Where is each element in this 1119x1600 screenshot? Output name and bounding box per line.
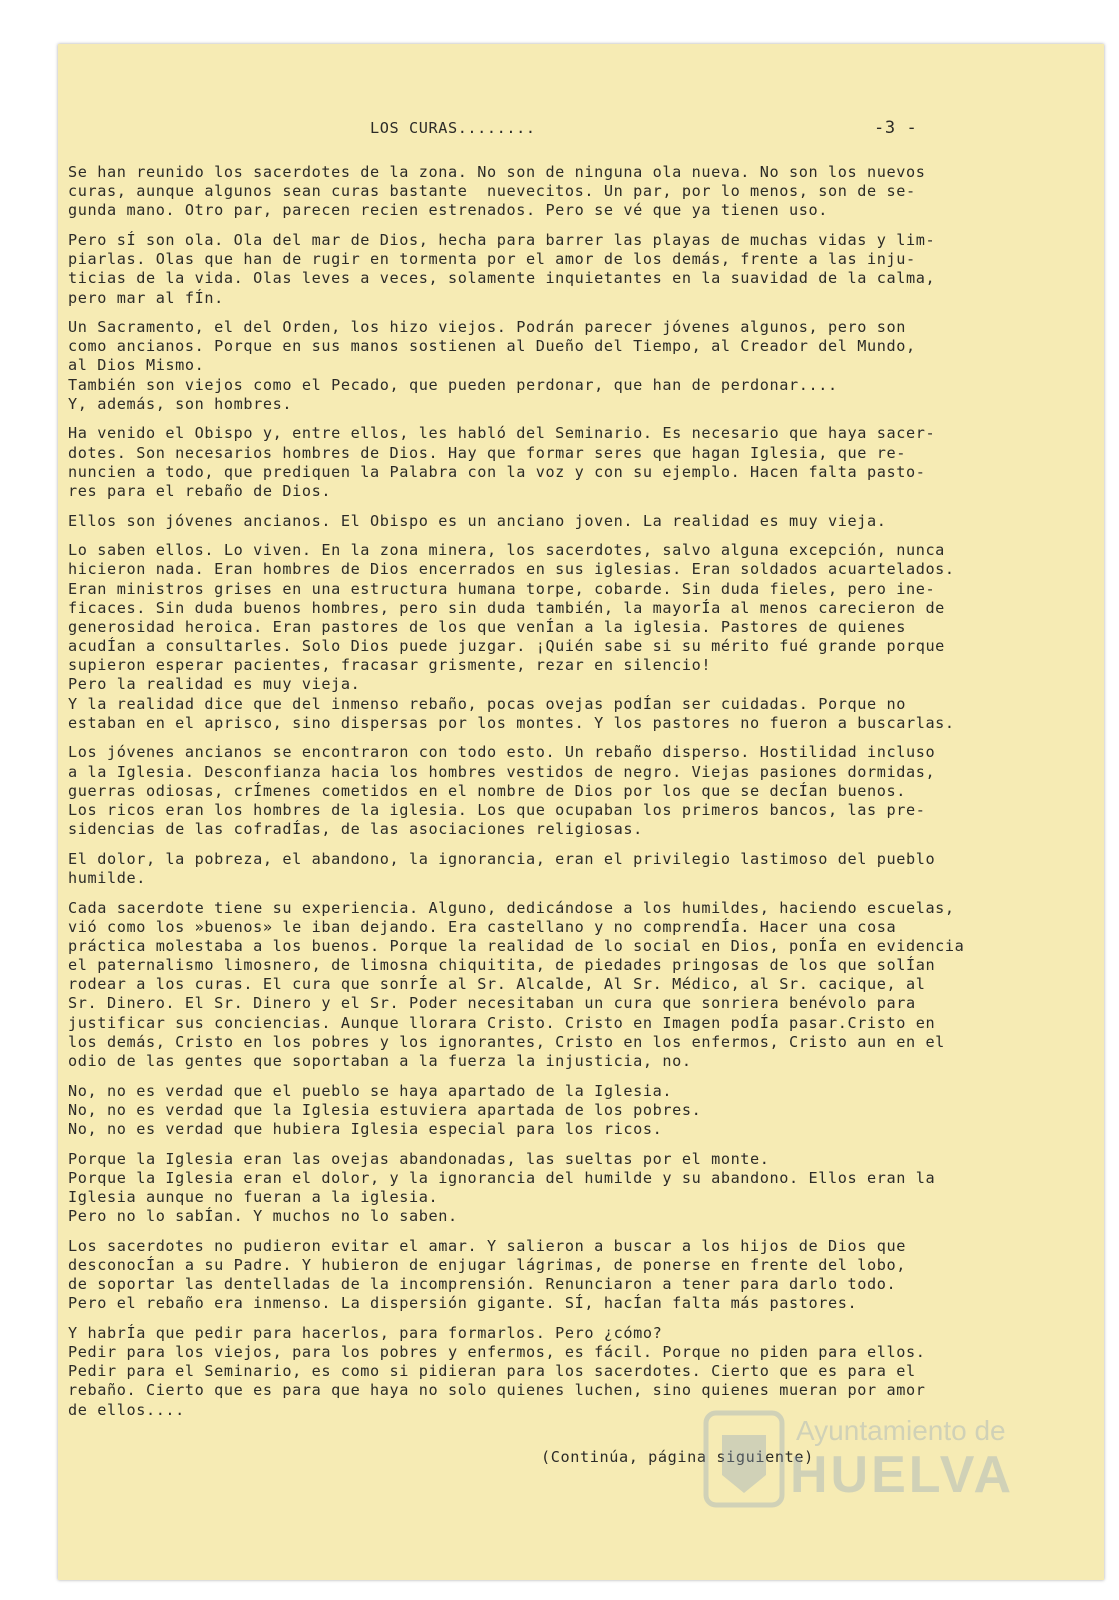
text-line: No, no es verdad que hubiera Iglesia especial para los ricos. [68,1119,663,1138]
text-line: como ancianos. Porque en sus manos sostienen al Dueño del Tiempo, al Creador del Mundo, [68,337,916,356]
text-line: No, no es verdad que el pueblo se haya apartado de la Iglesia. [68,1081,673,1100]
text-line: desconocÍan a su Padre. Y hubieron de enjugar lágrimas, de ponerse en frente del lobo, [68,1255,906,1274]
text-line: Y habrÍa que pedir para hacerlos, para formarlos. Pero ¿cómo? [68,1323,663,1342]
paragraph [68,318,1048,414]
text-line: humilde. [68,868,146,887]
continuation-note: (Continúa, página siguiente) [541,1448,814,1466]
text-line: estaban en el aprisco, sino dispersas por los montes. Y los pastores no fueron a buscarlas. [68,713,955,732]
text-line: Los sacerdotes no pudieron evitar el amar. Y salieron a buscar a los hijos de Dios que [68,1236,906,1255]
document-body [68,163,1048,1430]
text-line: guerras odiosas, crÍmenes cometidos en el nombre de Dios por los que se decÍan buenos. [68,781,906,800]
paragraph [68,1150,1048,1227]
text-line: acudÍan a consultarles. Solo Dios puede juzgar. ¡Quién sabe si su mérito fué grande porque [68,637,945,656]
watermark-city-name: HUELVA [790,1446,1015,1504]
text-line: Ellos son jóvenes ancianos. El Obispo es un anciano joven. La realidad es muy vieja. [68,511,887,530]
text-line: Y, además, son hombres. [68,394,293,413]
text-line: Cada sacerdote tiene su experiencia. Alguno, dedicándose a los humildes, haciendo escuelas, [68,898,955,917]
watermark-city-prefix: Ayuntamiento de [796,1415,1006,1446]
text-line: hicieron nada. Eran hombres de Dios encerrados en sus iglesias. Eran soldados acuartelados. [68,560,955,579]
text-line: Iglesia aunque no fueran a la iglesia. [68,1187,439,1206]
document-title: LOS CURAS........ [370,119,536,137]
paragraph [68,899,1048,1072]
text-line: el paternalismo limosnero, de limosna chiquitita, de piedades pringosas de los que solÍan [68,956,936,975]
text-line: práctica molestaba a los buenos. Porque la realidad de lo social en Dios, ponÍa en evidencia [68,936,965,955]
text-line: Los ricos eran los hombres de la iglesia. Los que ocupaban los primeros bancos, las pre- [68,800,926,819]
text-line: a la Iglesia. Desconfianza hacia los hombres vestidos de negro. Viejas pasiones dormidas, [68,762,936,781]
text-line: piarlas. Olas que han de rugir en tormenta por el amor de los demás, frente a las inju- [68,250,916,269]
text-line: Ha venido el Obispo y, entre ellos, les habló del Seminario. Es necesario que haya sacer- [68,424,936,443]
text-line: Pedir para el Seminario, es como si pidieran para los sacerdotes. Cierto que es para el [68,1362,916,1381]
paragraph [68,512,1048,531]
text-line: Sr. Dinero. El Sr. Dinero y el Sr. Poder necesitaban un cura que sonriera benévolo para [68,994,916,1013]
text-line: Lo saben ellos. Lo viven. En la zona minera, los sacerdotes, salvo alguna excepción, nunca [68,541,945,560]
text-line: res para el rebaño de Dios. [68,481,332,500]
text-line: Pero el rebaño era inmenso. La dispersión gigante. SÍ, hacÍan falta más pastores. [68,1294,858,1313]
text-line: rodear a los curas. El cura que sonrÍe al Sr. Alcalde, Al Sr. Médico, al Sr. cacique, al [68,975,926,994]
text-line: odio de las gentes que soportaban a la fuerza la injusticia, no. [68,1052,692,1070]
text-line: sidencias de las cofradÍas, de las asociaciones religiosas. [68,820,643,839]
text-line: pero mar al fÍn. [68,288,224,307]
text-line: Porque la Iglesia eran las ovejas abandonadas, las sueltas por el monte. [68,1149,770,1168]
text-line: al Dios Mismo. [68,356,205,375]
text-line: de ellos.... [68,1400,185,1419]
paragraph [68,1082,1048,1140]
text-line: Eran ministros grises en una estructura humana torpe, cobarde. Sin duda fieles, pero ine- [68,579,936,598]
text-line: Pero no lo sabÍan. Y muchos no lo saben. [68,1207,458,1226]
text-line: de soportar las dentelladas de la incomprensión. Renunciaron a tener para darlo todo. [68,1275,897,1294]
text-line: gunda mano. Otro par, parecen recien estrenados. Pero se vé que ya tienen uso. [68,201,829,220]
text-line: generosidad heroica. Eran pastores de los que venÍan a la iglesia. Pastores de quienes [68,617,906,636]
paragraph [68,424,1048,501]
paragraph [68,541,1048,733]
text-line: Pero sÍ son ola. Ola del mar de Dios, hecha para barrer las playas de muchas vidas y lim- [68,230,936,249]
text-line: Porque la Iglesia eran el dolor, y la ignorancia del humilde y su abandono. Ellos eran la [68,1168,936,1187]
text-line: ficaces. Sin duda buenos hombres, pero sin duda también, la mayorÍa al menos carecieron de [68,598,945,617]
text-line: dotes. Son necesarios hombres de Dios. Hay que formar seres que hagan Iglesia, que re- [68,443,906,462]
city-shield-icon [702,1405,786,1515]
text-line: Se han reunido los sacerdotes de la zona. No son de ninguna ola nueva. No son los nuevos [68,163,926,181]
text-line: curas, aunque algunos sean curas bastante nuevecitos. Un par, por lo menos, son de se- [68,182,916,201]
text-line: Pero la realidad es muy vieja. [68,675,361,694]
paragraph [68,743,1048,839]
text-line: vió como los »buenos» le iban dejando. Era castellano y no comprendÍa. Hacer una cosa [68,917,897,936]
text-line: Un Sacramento, el del Orden, los hizo viejos. Podrán parecer jóvenes algunos, pero son [68,318,906,337]
text-line: El dolor, la pobreza, el abandono, la ignorancia, eran el privilegio lastimoso del pueblo [68,849,936,868]
text-line: ticias de la vida. Olas leves a veces, solamente inquietantes en la suavidad de la calma, [68,269,936,288]
text-line: Pedir para los viejos, para los pobres y enfermos, es fácil. Porque no piden para ellos. [68,1343,926,1361]
text-line: No, no es verdad que la Iglesia estuviera apartada de los pobres. [68,1100,702,1119]
text-line: Y la realidad dice que del inmenso rebaño, pocas ovejas podÍan ser cuidadas. Porque no [68,694,906,713]
text-line: También son viejos como el Pecado, que pueden perdonar, que han de perdonar.... [68,375,838,394]
text-line: nuncien a todo, que prediquen la Palabra con la voz y con su ejemplo. Hacen falta pasto- [68,462,926,481]
page-number: -3 - [874,118,918,138]
paragraph [68,850,1048,888]
paragraph [68,231,1048,308]
text-line: los demás, Cristo en los pobres y los ignorantes, Cristo en los enfermos, Cristo aun en el [68,1032,945,1051]
text-line: rebaño. Cierto que es para que haya no solo quienes luchen, sino quienes mueran por amor [68,1381,926,1400]
text-line: supieron esperar pacientes, fracasar grismente, rezar en silencio! [68,656,712,675]
text-line: justificar sus conciencias. Aunque llorara Cristo. Cristo en Imagen podÍa pasar.Cristo en [68,1013,936,1032]
paragraph [68,1237,1048,1314]
page-header [0,119,1119,141]
text-line: Los jóvenes ancianos se encontraron con todo esto. Un rebaño disperso. Hostilidad incluso [68,743,936,762]
watermark [640,1405,1040,1525]
paragraph [68,163,1048,221]
